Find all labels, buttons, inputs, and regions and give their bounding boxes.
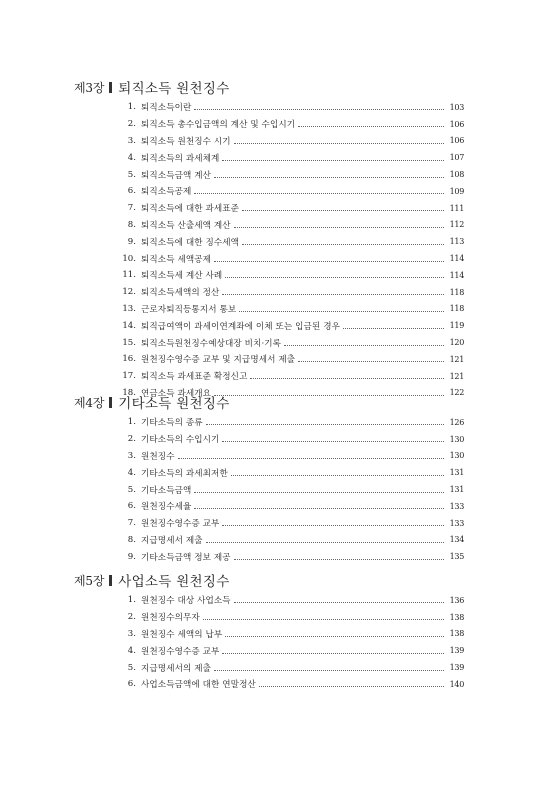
entry-title: 퇴직소득세 계산 사례	[141, 271, 223, 282]
entry-page-number: 106	[449, 119, 464, 129]
entry-page-number: 136	[449, 595, 464, 605]
chapter-heading	[74, 78, 541, 96]
entry-page-number: 138	[449, 612, 464, 622]
entry-number: 10.	[122, 253, 136, 264]
dot-leader	[214, 669, 444, 671]
entry-number: 1.	[127, 595, 136, 606]
entry-title: 퇴직소득원천징수예상대장 비치·기록	[141, 338, 282, 349]
entry-number: 11.	[122, 270, 136, 281]
entry-page-number: 118	[449, 287, 464, 297]
dot-leader	[234, 142, 444, 144]
dot-leader	[194, 491, 444, 493]
chapter-section	[0, 78, 541, 401]
entry-page-number: 113	[449, 237, 464, 247]
toc-entry[interactable]	[0, 250, 541, 267]
chapter-section	[0, 571, 541, 693]
dot-leader	[178, 457, 444, 459]
entry-number: 1.	[127, 417, 136, 428]
entry-page-number: 119	[449, 321, 464, 331]
entry-page-number: 114	[449, 270, 464, 280]
entry-title: 퇴직소득 총수입금액의 계산 및 수입시기	[141, 120, 296, 131]
entry-number: 2.	[127, 119, 136, 130]
toc-entry[interactable]	[0, 133, 541, 150]
entry-title: 퇴직소득공제	[141, 187, 192, 198]
entry-page-number: 112	[449, 220, 464, 230]
dot-leader	[214, 176, 444, 178]
entry-page-number: 114	[449, 254, 464, 264]
entry-number: 18.	[122, 387, 136, 398]
toc-entry[interactable]	[0, 334, 541, 351]
entry-page-number: 134	[449, 535, 464, 545]
dot-leader	[225, 635, 444, 637]
entry-title: 근로자퇴직등통지서 통보	[141, 304, 237, 315]
entry-number: 6.	[127, 501, 136, 512]
entry-page-number: 133	[449, 518, 464, 528]
entry-number: 16.	[122, 354, 136, 365]
entry-title: 기타소득의 종류	[141, 418, 203, 429]
chapter-number: 제5장	[74, 573, 105, 588]
dot-leader	[234, 226, 444, 228]
dot-leader	[259, 685, 444, 687]
chapter-heading	[74, 393, 541, 411]
entry-title: 원천징수의무자	[141, 613, 200, 624]
chapter-heading	[74, 571, 541, 589]
toc-entry[interactable]	[0, 659, 541, 676]
toc-entry[interactable]	[0, 183, 541, 200]
entry-number: 2.	[127, 434, 136, 445]
toc-entry[interactable]	[0, 515, 541, 532]
entry-number: 14.	[122, 320, 136, 331]
entry-number: 15.	[122, 337, 136, 348]
entry-page-number: 130	[449, 451, 464, 461]
chapter-title: 사업소득 원천징수	[118, 574, 230, 590]
entry-number: 4.	[127, 152, 136, 163]
toc-entry[interactable]	[0, 414, 541, 431]
entry-number: 4.	[127, 467, 136, 478]
entry-page-number: 122	[449, 388, 464, 398]
toc-entry[interactable]	[0, 448, 541, 465]
entry-title: 퇴직소득에 대한 과세표준	[141, 204, 240, 215]
entry-title: 원천징수 대상 사업소득	[141, 596, 231, 607]
toc-entry[interactable]	[0, 609, 541, 626]
entry-page-number: 131	[449, 485, 464, 495]
entry-page-number: 121	[449, 354, 464, 364]
dot-leader	[231, 474, 444, 476]
entry-page-number: 130	[449, 434, 464, 444]
entry-title: 퇴직소득 원천징수 시기	[141, 136, 231, 147]
entry-title: 원천징수	[141, 451, 175, 462]
toc-entry[interactable]	[0, 116, 541, 133]
toc-entry[interactable]	[0, 498, 541, 515]
dot-leader	[222, 524, 444, 526]
entry-title: 퇴직소득 세액공제	[141, 254, 212, 265]
chapter-divider-bar	[109, 82, 112, 93]
toc-entry[interactable]	[0, 351, 541, 368]
toc-entry[interactable]	[0, 431, 541, 448]
entry-number: 12.	[122, 287, 136, 298]
toc-entry[interactable]	[0, 626, 541, 643]
entry-number: 13.	[122, 303, 136, 314]
entry-page-number: 103	[449, 102, 464, 112]
entry-number: 1.	[127, 102, 136, 113]
entry-title: 원천징수영수증 교부	[141, 519, 220, 530]
entry-title: 원천징수세율	[141, 502, 192, 513]
entry-title: 기타소득의 수입시기	[141, 435, 220, 446]
toc-entry[interactable]	[0, 267, 541, 284]
toc-entry[interactable]	[0, 233, 541, 250]
entry-number: 5.	[127, 484, 136, 495]
entry-page-number: 118	[449, 304, 464, 314]
dot-leader	[222, 652, 444, 654]
dot-leader	[222, 293, 444, 295]
entry-number: 8.	[127, 534, 136, 545]
entry-number: 5.	[127, 169, 136, 180]
entry-title: 퇴직소득 과세표준 확정신고	[141, 372, 248, 383]
toc-entry[interactable]	[0, 200, 541, 217]
dot-leader	[298, 125, 444, 127]
dot-leader	[222, 159, 444, 161]
entry-number: 3.	[127, 450, 136, 461]
entry-page-number: 108	[449, 170, 464, 180]
entry-number: 7.	[127, 203, 136, 214]
entry-title: 퇴직소득세액의 정산	[141, 288, 220, 299]
entry-title: 기타소득금액	[141, 485, 192, 496]
chapter-number: 제4장	[74, 395, 105, 410]
entry-title: 원천징수영수증 교부	[141, 646, 220, 657]
toc-entry[interactable]	[0, 368, 541, 385]
entry-title: 지급명세서의 제출	[141, 663, 212, 674]
dot-leader	[298, 360, 444, 362]
entry-page-number: 140	[449, 679, 464, 689]
entry-number: 4.	[127, 645, 136, 656]
entry-page-number: 131	[449, 468, 464, 478]
toc-entry[interactable]	[0, 217, 541, 234]
toc-entry[interactable]	[0, 481, 541, 498]
chapter-divider-bar	[109, 575, 112, 586]
entry-title: 연금소득 과세개요	[141, 388, 212, 399]
entry-number: 9.	[127, 236, 136, 247]
entry-number: 2.	[127, 612, 136, 623]
entry-page-number: 126	[449, 417, 464, 427]
entry-number: 9.	[127, 551, 136, 562]
entry-title: 퇴직소득이란	[141, 103, 192, 114]
entry-number: 6.	[127, 186, 136, 197]
entry-page-number: 139	[449, 663, 464, 673]
toc-entry[interactable]	[0, 317, 541, 334]
dot-leader	[234, 601, 444, 603]
entry-number: 7.	[127, 518, 136, 529]
chapter-title: 기타소득 원천징수	[118, 396, 230, 412]
chapter-divider-bar	[109, 397, 112, 408]
chapter-number: 제3장	[74, 80, 105, 95]
chapter-section	[0, 393, 541, 565]
toc-entry[interactable]	[0, 284, 541, 301]
dot-leader	[242, 243, 444, 245]
dot-leader	[194, 108, 444, 110]
entry-page-number: 106	[449, 136, 464, 146]
dot-leader	[239, 310, 444, 312]
toc-entry[interactable]	[0, 676, 541, 693]
entry-list	[0, 592, 541, 693]
dot-leader	[343, 327, 444, 329]
entry-page-number: 121	[449, 371, 464, 381]
entry-page-number: 139	[449, 646, 464, 656]
entry-title: 원천징수영수증 교부 및 지급명세서 제출	[141, 355, 296, 366]
entry-list	[0, 414, 541, 565]
entry-title: 사업소득금액에 대한 연말정산	[141, 680, 256, 691]
dot-leader	[194, 507, 444, 509]
toc-entry[interactable]	[0, 548, 541, 565]
entry-page-number: 133	[449, 501, 464, 511]
toc-entry[interactable]	[0, 464, 541, 481]
toc-entry[interactable]	[0, 301, 541, 318]
entry-page-number: 107	[449, 153, 464, 163]
entry-number: 5.	[127, 662, 136, 673]
entry-title: 지급명세서 제출	[141, 535, 203, 546]
toc-entry[interactable]	[0, 99, 541, 116]
toc-entry[interactable]	[0, 532, 541, 549]
dot-leader	[214, 260, 444, 262]
dot-leader	[250, 377, 444, 379]
entry-title: 퇴직소득 산출세액 계산	[141, 220, 231, 231]
dot-leader	[225, 276, 444, 278]
dot-leader	[284, 344, 444, 346]
toc-entry[interactable]	[0, 166, 541, 183]
entry-title: 기타소득의 과세최저한	[141, 468, 228, 479]
toc-entry[interactable]	[0, 149, 541, 166]
entry-page-number: 120	[449, 338, 464, 348]
entry-title: 퇴직소득의 과세체계	[141, 153, 220, 164]
dot-leader	[234, 558, 444, 560]
dot-leader	[222, 440, 444, 442]
dot-leader	[203, 618, 444, 620]
toc-entry[interactable]	[0, 642, 541, 659]
entry-page-number: 109	[449, 186, 464, 196]
dot-leader	[194, 192, 444, 194]
entry-number: 17.	[122, 371, 136, 382]
entry-title: 퇴직소득금액 계산	[141, 170, 212, 181]
entry-page-number: 135	[449, 552, 464, 562]
entry-page-number: 111	[449, 203, 464, 213]
entry-title: 퇴직소득에 대한 징수세액	[141, 237, 240, 248]
entry-list	[0, 99, 541, 401]
entry-title: 퇴직급여액이 과세이연계좌에 이체 또는 입금된 경우	[141, 321, 340, 332]
entry-title: 기타소득금액 정보 제공	[141, 552, 231, 563]
dot-leader	[242, 209, 444, 211]
dot-leader	[206, 423, 444, 425]
entry-number: 8.	[127, 219, 136, 230]
entry-number: 6.	[127, 679, 136, 690]
entry-page-number: 138	[449, 629, 464, 639]
chapter-title: 퇴직소득 원천징수	[118, 81, 230, 97]
entry-number: 3.	[127, 135, 136, 146]
entry-number: 3.	[127, 628, 136, 639]
entry-title: 원천징수 세액의 납부	[141, 629, 223, 640]
toc-entry[interactable]	[0, 592, 541, 609]
dot-leader	[206, 541, 444, 543]
